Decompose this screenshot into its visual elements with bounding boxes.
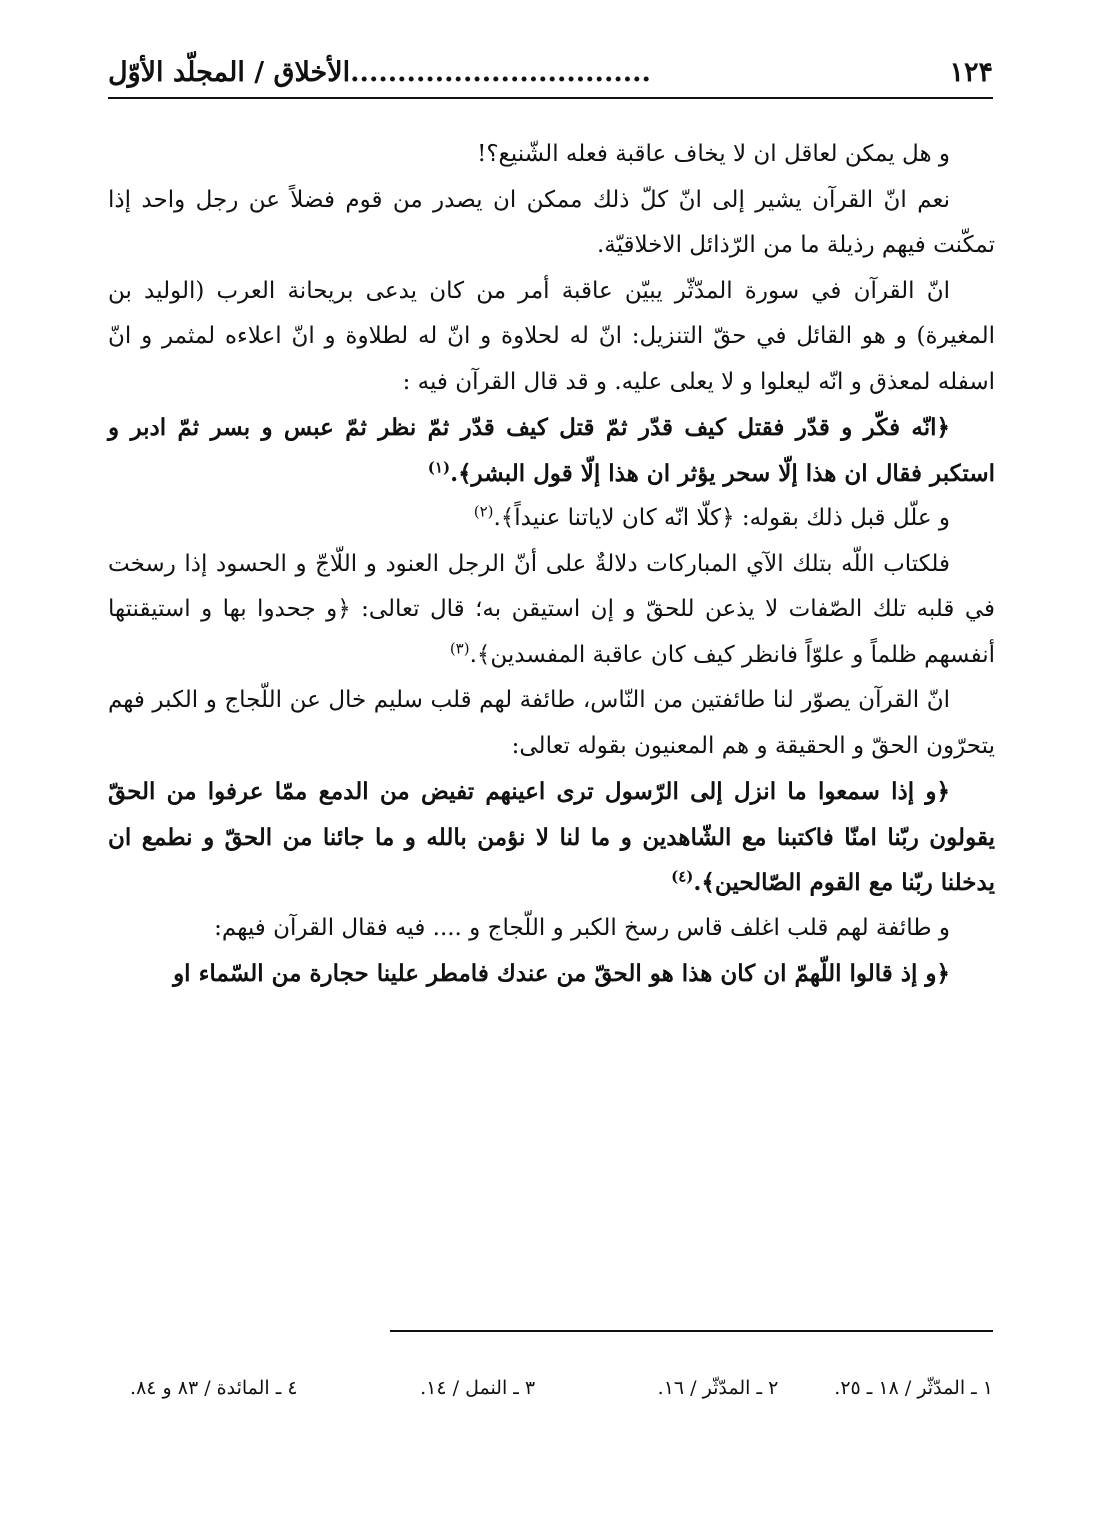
footnote-marker: (٢) [473,502,494,521]
footnote-marker: (١) [427,457,451,476]
paragraph: و طائفة لهم قلب اغلف قاس رسخ الكبر و اللّجاج و .... فيه فقال القرآن فيهم: [214,914,950,941]
paragraph: نعم انّ القرآن يشير إلى انّ كلّ ذلك ممكن ان يصدر من قوم فضلاً عن رجل واحد إذا تمكّنت فيهم رذيلة ما من الرّذائل الاخلاقيّة. [108,186,995,258]
footnote-3: ٣ ـ النمل / ١٤. [420,1377,536,1399]
footnote-4: ٤ ـ المائدة / ٨٣ و ٨٤. [130,1377,298,1399]
footnote-group [658,1377,993,1399]
quran-verse: ﴿و إذ قالوا اللّهمّ ان كان هذا هو الحقّ من عندك فامطر علينا حجارة من السّماء او [173,960,950,987]
paragraph [108,542,995,679]
paragraph: و هل يمكن لعاقل ان لا يخاف عاقبة فعله الشّنيع؟! [477,141,950,167]
header-rule [108,97,993,99]
verse-text: ﴿و إذا سمعوا ما انزل إلى الرّسول ترى اعينهم تفيض من الدمع ممّا عرفوا من الحقّ يقولون ربّنا امنّا فاكتبنا مع الشّاهدين و ما لنا لا نؤمن بالله و ما جائنا من الحقّ و نطمع ان يدخلنا ربّنا مع القوم الصّالحين﴾. [108,778,995,896]
footnote-1: ١ ـ المدّثّر / ١٨ ـ ٢٥. [834,1377,993,1399]
paragraph: انّ القرآن في سورة المدّثّر يبيّن عاقبة أمر من كان يدعى بريحانة العرب (الوليد بن المغيرة) و هو القائل في حقّ التنزيل: انّ له لحلاوة و انّ له لطلاوة و انّ اعلاءه لمثمر و انّ اسفله لمعذق و انّه ليعلوا و لا يعلى عليه. و قد قال القرآن فيه : [108,277,995,395]
verse-text: ﴿انّه فكّر و قدّر فقتل كيف قدّر ثمّ قتل كيف قدّر ثمّ نظر ثمّ عبس و بسر ثمّ ادبر و استكبر فقال ان هذا إلّا سحر يؤثر ان هذا إلّا قول البشر﴾. [108,414,995,487]
page-number: ١٢۴ [949,56,993,88]
book-title: الأخلاق / المجلّد الأوّل [108,56,351,88]
paragraph: انّ القرآن يصوّر لنا طائفتين من النّاس، طائفة لهم قلب سليم خال عن اللّجاج و الكبر فهم يتحرّون الحقّ و الحقيقة و هم المعنيون بقوله تعالى: [108,687,995,759]
verse-text: و علّل قبل ذلك بقوله: ﴿كلّا انّه كان لاياتنا عنيداً﴾. [493,505,950,531]
footnote-marker: (٤) [671,867,694,886]
body-text [108,132,995,997]
footnote-rule [390,1330,993,1332]
footnote-2: ٢ ـ المدّثّر / ١٦. [657,1377,779,1399]
page-header [108,50,993,94]
quran-verse [108,405,995,496]
paragraph [108,496,995,542]
footnotes [130,1370,993,1406]
footnote-marker: (٣) [449,638,470,657]
quran-verse [108,769,995,906]
leader-dots: ................................ [350,56,651,88]
paragraph-text: فلكتاب اللّه بتلك الآي المباركات دلالةٌ على أنّ الرجل العنود و اللّاجّ و الحسود إذا رسخت في قلبه تلك الصّفات لا يذعن للحقّ و إن استيقن به؛ قال تعالى: ﴿و جحدوا بها و استيقنتها أنفسهم ظلماً و علوّاً فانظر كيف كان عاقبة المفسدين﴾. [108,550,995,668]
running-title [108,57,651,88]
